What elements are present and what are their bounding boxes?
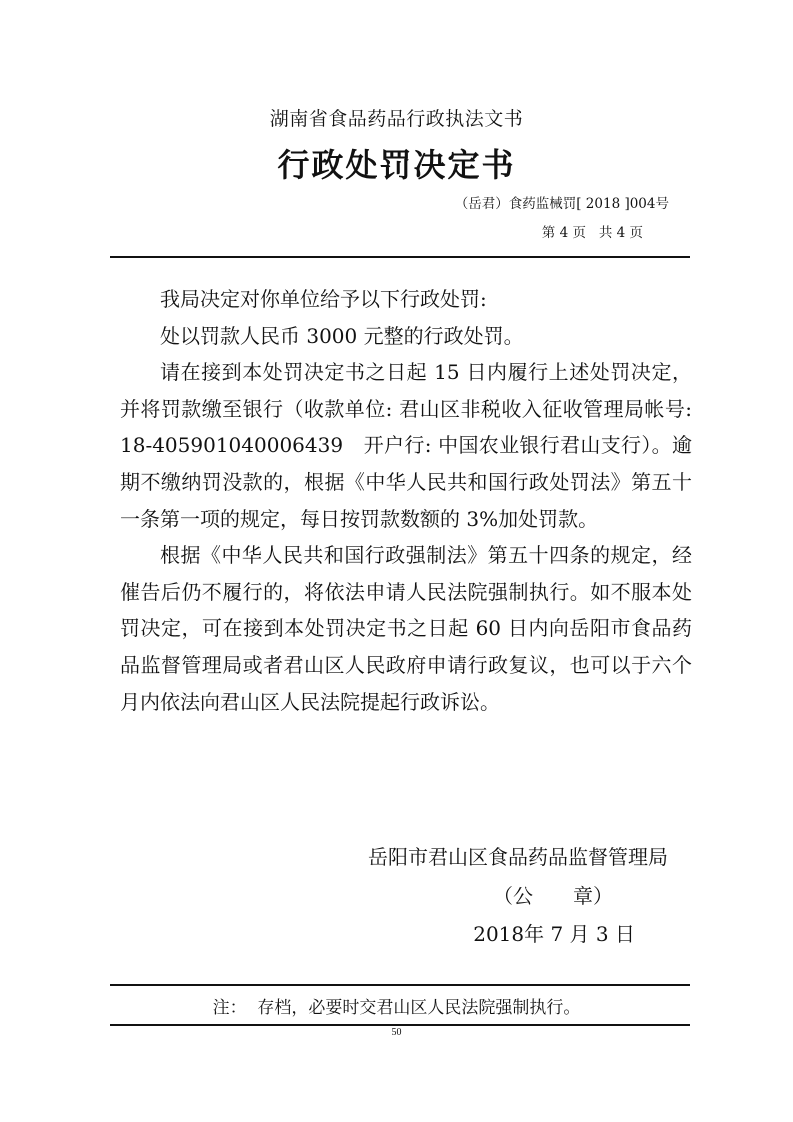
page-info: 第 4 页 共 4 页 — [541, 225, 643, 241]
footer-divider-bottom — [110, 1024, 690, 1026]
issuer-heading: 湖南省食品药品行政执法文书 — [269, 108, 524, 130]
body-paragraph-penalty: 处以罚款人民币 3000 元整的行政处罚。 — [160, 323, 524, 348]
body-paragraph-decision: 我局决定对你单位给予以下行政处罚: — [160, 287, 487, 311]
official-seal-label: （公 章） — [493, 884, 613, 908]
footer-note: 注： 存档，必要时交君山区人民法院强制执行。 — [212, 998, 581, 1018]
document-number: （岳君）食药监械罚[ 2018 ]004号 — [454, 196, 669, 212]
body-paragraph-payment: 请在接到本处罚决定书之日起 15 日内履行上述处罚决定，并将罚款缴至银行（收款单位: 君山区非税收入征收管理局帐号: 18-405901040006439 开户行: 中国农业银行君山支行）。逾期不缴纳罚没款的，根据《中华人民共和国行政处罚法》第五十一条第一项的规定，每日按罚款数额的 3%加处罚款。 — [120, 360, 692, 531]
header-divider — [110, 256, 690, 258]
body-paragraph-enforcement: 根据《中华人民共和国行政强制法》第五十四条的规定，经催告后仍不履行的，将依法申请人民法院强制执行。如不服本处罚决定，可在接到本处罚决定书之日起 60 日内向岳阳市食品药品监督管理局或者君山区人民政府申请行政复议，也可以于六个月内依法向君山区人民法院提起行政诉讼。 — [120, 543, 692, 714]
document-title: 行政处罚决定书 — [277, 146, 516, 184]
footer-divider-top — [110, 984, 690, 986]
page-number: 50 — [391, 1027, 402, 1038]
issue-date: 2018年 7 月 3 日 — [473, 922, 635, 946]
decision-body — [120, 281, 692, 720]
issuing-authority: 岳阳市君山区食品药品监督管理局 — [368, 845, 668, 869]
